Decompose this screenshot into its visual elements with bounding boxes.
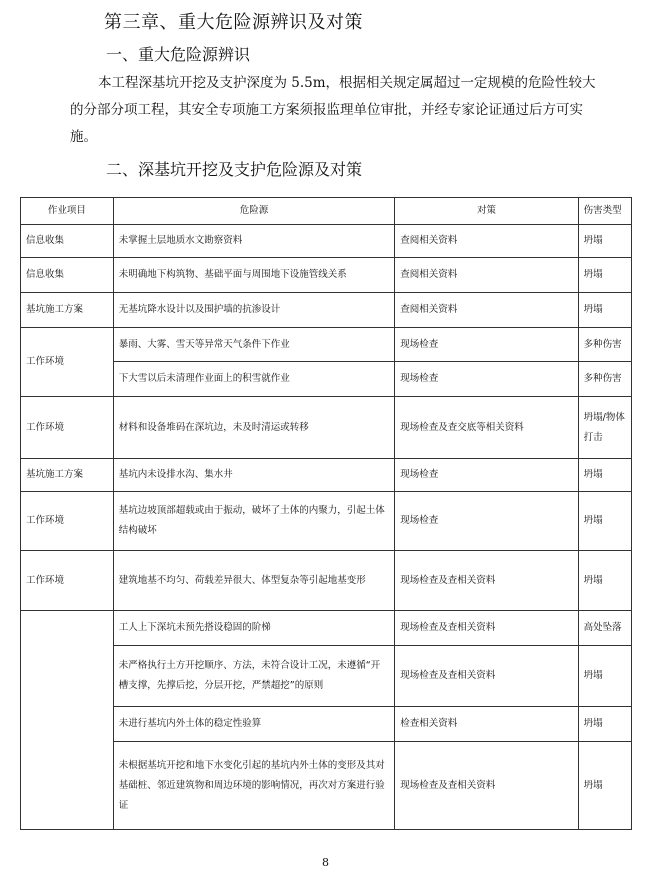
table-row [21,611,632,646]
section-title-hazard-identification: 一、重大危险源辨识 [106,45,251,64]
cell-hazard: 未根据基坑开挖和地下水变化引起的基坑内外土体的变形及其对基础桩、邻近建筑物和周边环境的影响情况，再次对方案进行验证 [113,742,395,830]
cell-measure: 现场检查 [395,362,578,397]
cell-measure: 现场检查及查相关资料 [395,551,578,611]
table-header-row [21,198,632,225]
hazard-table [20,197,632,830]
cell-hazard: 下大雪以后未清理作业面上的积雪就作业 [113,362,395,397]
cell-measure: 现场检查 [395,492,578,551]
table-row [21,492,632,551]
cell-work-item: 工作环境 [21,397,114,459]
cell-measure: 查阅相关资料 [395,258,578,293]
cell-work-item: 工作环境 [21,551,114,611]
cell-work-item: 信息收集 [21,225,114,258]
cell-hazard: 材料和设备堆码在深坑边，未及时清运或转移 [113,397,395,459]
cell-measure: 现场检查及查相关资料 [395,611,578,646]
section-title-excavation-hazards: 二、深基坑开挖及支护危险源及对策 [106,160,363,179]
intro-paragraph: 本工程深基坑开挖及支护深度为 5.5m，根据相关规定属超过一定规模的危险性较大的分部分项工程，其安全专项施工方案须报监理单位审批，并经专家论证通过后方可实施。 [70,75,596,145]
cell-injury-type: 坍塌 [578,258,631,293]
header-hazard-source: 危险源 [113,198,395,225]
cell-measure: 现场检查 [395,459,578,492]
header-countermeasure: 对策 [395,198,578,225]
cell-hazard: 暴雨、大雾、雪天等异常天气条件下作业 [113,328,395,362]
cell-injury-type: 坍塌 [578,492,631,551]
chapter-title: 第三章、重大危险源辨识及对策 [104,12,363,33]
table-row [21,397,632,459]
cell-hazard: 未掌握土层地质水文勘察资料 [113,225,395,258]
cell-injury-type: 多种伤害 [578,362,631,397]
table-row [21,258,632,293]
cell-work-item: 基坑施工方案 [21,293,114,328]
cell-measure: 现场检查及查交底等相关资料 [395,397,578,459]
cell-injury-type: 高处坠落 [578,611,631,646]
cell-hazard: 未进行基坑内外土体的稳定性验算 [113,707,395,742]
cell-injury-type: 坍塌 [578,646,631,707]
table-row [21,225,632,258]
cell-work-item: 信息收集 [21,258,114,293]
cell-hazard: 未严格执行土方开挖顺序、方法，未符合设计工况，未遵循“开槽支撑，先撑后挖，分层开挖，严禁超挖”的原则 [113,646,395,707]
cell-injury-type: 坍塌 [578,551,631,611]
cell-injury-type: 坍塌 [578,742,631,830]
cell-injury-type: 坍塌 [578,707,631,742]
cell-work-item: 基坑施工方案 [21,459,114,492]
page-number: 8 [322,856,329,869]
cell-measure: 现场检查 [395,328,578,362]
cell-injury-type: 坍塌/物体打击 [578,397,631,459]
cell-measure: 查阅相关资料 [395,293,578,328]
cell-hazard: 建筑地基不均匀、荷载差异很大、体型复杂等引起地基变形 [113,551,395,611]
cell-work-item [21,611,114,830]
cell-hazard: 基坑内未设排水沟、集水井 [113,459,395,492]
cell-injury-type: 多种伤害 [578,328,631,362]
cell-hazard: 基坑边坡顶部超载或由于振动，破坏了土体的内聚力，引起土体结构破坏 [113,492,395,551]
table-row [21,328,632,362]
cell-injury-type: 坍塌 [578,459,631,492]
cell-measure: 检查相关资料 [395,707,578,742]
cell-work-item: 工作环境 [21,328,114,397]
cell-injury-type: 坍塌 [578,225,631,258]
header-injury-type: 伤害类型 [578,198,631,225]
table-row [21,551,632,611]
header-work-item: 作业项目 [21,198,114,225]
cell-measure: 现场检查及查相关资料 [395,742,578,830]
cell-work-item: 工作环境 [21,492,114,551]
cell-hazard: 无基坑降水设计以及围护墙的抗渗设计 [113,293,395,328]
cell-measure: 现场检查及查相关资料 [395,646,578,707]
table-row [21,293,632,328]
cell-hazard: 工人上下深坑未预先搭设稳固的阶梯 [113,611,395,646]
cell-measure: 查阅相关资料 [395,225,578,258]
table-row [21,459,632,492]
cell-injury-type: 坍塌 [578,293,631,328]
cell-hazard: 未明确地下构筑物、基础平面与周围地下设施管线关系 [113,258,395,293]
